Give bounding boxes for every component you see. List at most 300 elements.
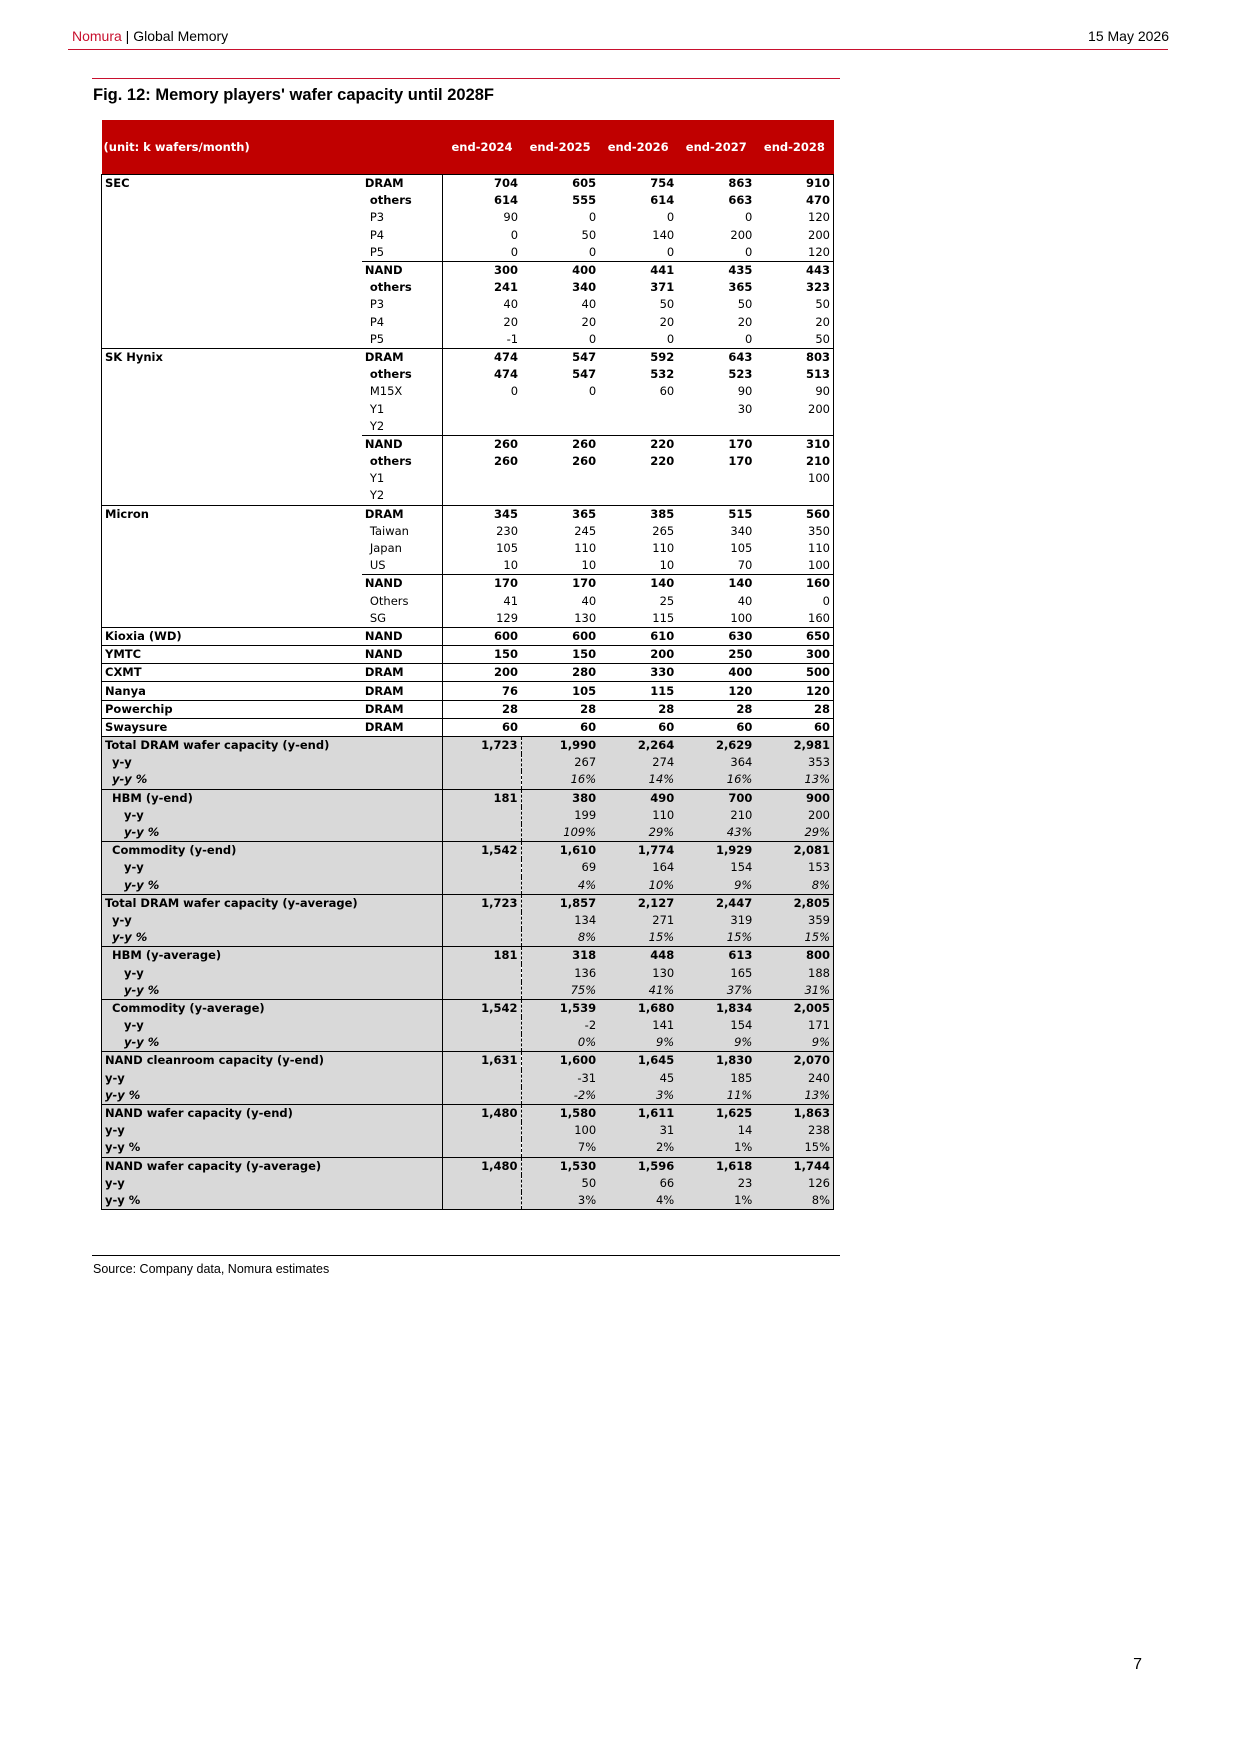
value-cell: 0 [666,244,675,259]
value-cell: 13% [755,771,833,789]
value-cell: 154 [677,859,755,876]
row-label: Micron [102,505,362,523]
value-cell: -2% [521,1087,599,1105]
value-cell: 2,070 [755,1052,833,1070]
row-label: y-y [102,1122,443,1139]
value-cell: 1,990 [521,737,599,755]
value-cell: 15% [755,1139,833,1157]
value-cell: 592 [599,348,677,366]
table-row [102,1034,834,1052]
value-cell: 230 [443,523,521,540]
table-row [102,771,834,789]
value-cell: 643 [677,348,755,366]
table-row [102,366,834,383]
report-date: 15 May 2026 [1088,28,1169,44]
value-cell: 555 [572,193,597,208]
table-row [102,912,834,929]
segment-label: Japan [369,541,402,556]
table-row [102,646,834,664]
table-row [102,1017,834,1034]
value-cell: 164 [599,859,677,876]
value-cell: 140 [677,575,755,593]
value-cell: 0 [443,383,521,400]
value-cell: 310 [755,435,833,453]
value-cell: 1,618 [677,1157,755,1175]
value-cell: 910 [755,175,833,193]
value-cell: 126 [755,1175,833,1192]
row-label: CXMT [102,664,362,682]
value-cell: 45 [599,1070,677,1087]
value-cell: 20 [443,314,521,331]
table-row [102,999,834,1017]
segment-label: P5 [369,244,385,259]
value-cell: 448 [599,947,677,965]
value-cell [521,487,599,505]
value-cell: 188 [755,964,833,981]
row-label: y-y [102,754,443,771]
value-cell [521,400,599,417]
value-cell: 1,611 [599,1104,677,1122]
value-cell: 1,625 [677,1104,755,1122]
value-cell: 9% [677,1034,755,1052]
table-row [102,877,834,895]
value-cell: 318 [521,947,599,965]
value-cell: 474 [443,366,521,383]
value-cell [443,1070,521,1087]
segment-label: M15X [369,384,403,399]
value-cell: 2% [599,1139,677,1157]
row-label: y-y % [102,1139,443,1157]
value-cell: 13% [755,1087,833,1105]
value-cell: 105 [730,541,753,556]
value-cell: 400 [521,261,599,279]
value-cell: 0 [443,244,521,262]
table-row [102,279,834,296]
table-row [102,1192,834,1210]
value-cell: 165 [677,964,755,981]
value-cell: 260 [443,453,521,470]
value-cell: 803 [755,348,833,366]
value-cell: 10% [599,877,677,895]
report-header-left [72,28,228,44]
value-cell: 185 [677,1070,755,1087]
column-header: end-2025 [521,120,599,175]
value-cell [443,824,521,842]
table-row [102,418,834,436]
value-cell: 523 [728,367,753,382]
value-cell: 385 [599,505,677,523]
value-cell: 90 [755,383,833,400]
value-cell: 1,645 [599,1052,677,1070]
row-label [102,209,362,226]
value-cell: 0 [588,331,597,346]
row-label: y-y [102,1070,443,1087]
value-cell [677,418,755,436]
value-cell: 15% [755,929,833,947]
value-cell [443,771,521,789]
value-cell: 0 [755,593,833,610]
value-cell: 20 [659,314,675,329]
value-cell: 1% [677,1192,755,1210]
value-cell: 1,480 [443,1157,521,1175]
value-cell [599,470,677,487]
value-cell: 0 [745,210,753,225]
value-cell: 200 [755,400,833,417]
value-cell: 2,629 [677,737,755,755]
value-cell: 271 [599,912,677,929]
value-cell [521,418,599,436]
value-cell [443,1175,521,1192]
value-cell: 60 [659,384,675,399]
row-label: SK Hynix [102,348,362,366]
value-cell: 200 [755,227,833,244]
value-cell: 754 [599,175,677,193]
row-label [102,593,362,610]
value-cell: 240 [755,1070,833,1087]
value-cell: 605 [521,175,599,193]
table-row [102,627,834,645]
value-cell: 66 [599,1175,677,1192]
row-label: y-y [102,807,443,824]
value-cell: 1,723 [443,737,521,755]
value-cell: 50 [581,227,597,242]
value-cell: 267 [521,754,599,771]
value-cell: 100 [755,470,833,487]
column-header: end-2024 [443,120,521,175]
value-cell: 200 [599,646,677,664]
row-label [102,610,362,628]
value-cell: 650 [755,627,833,645]
value-cell [443,400,521,417]
table-row [102,964,834,981]
value-cell: 704 [443,175,521,193]
segment-label: DRAM [362,348,443,366]
value-cell [443,1017,521,1034]
value-cell: 2,805 [755,894,833,912]
value-cell: 170 [521,575,599,593]
segment-label: NAND [362,646,443,664]
value-cell: 20 [755,314,833,331]
value-cell: 110 [599,807,677,824]
table-row [102,505,834,523]
value-cell [755,418,833,436]
value-cell [443,754,521,771]
value-cell: 1,539 [521,999,599,1017]
value-cell: 23 [677,1175,755,1192]
table-row [102,718,834,736]
value-cell: 330 [599,664,677,682]
value-cell: 40 [581,297,597,312]
table-row [102,261,834,279]
value-cell: 1,834 [677,999,755,1017]
value-cell: 614 [650,193,675,208]
value-cell: 560 [755,505,833,523]
value-cell: 2,264 [599,737,677,755]
value-cell: 29% [599,824,677,842]
value-cell: 1,631 [443,1052,521,1070]
table-row [102,1122,834,1139]
row-label: y-y [102,1017,443,1034]
value-cell: 532 [650,367,675,382]
value-cell: 28 [755,700,833,718]
value-cell [443,982,521,1000]
table-row [102,523,834,540]
value-cell: 371 [650,280,675,295]
value-cell: 1,596 [599,1157,677,1175]
brand-name: Nomura [72,28,122,44]
value-cell [443,1122,521,1139]
table-row [102,383,834,400]
value-cell: 105 [521,682,599,700]
value-cell: 110 [652,541,675,556]
segment-label: Y1 [369,401,385,416]
value-cell: 100 [521,1122,599,1139]
segment-label: Y1 [369,471,385,486]
row-label: y-y % [102,771,443,789]
segment-label: US [369,558,386,573]
table-row [102,610,834,628]
value-cell: 1,610 [521,842,599,860]
value-cell: 130 [599,964,677,981]
value-cell: 220 [599,435,677,453]
row-label [102,296,362,313]
table-row [102,470,834,487]
segment-label: Others [369,593,409,608]
segment-label: SG [369,610,387,625]
value-cell: 2,005 [755,999,833,1017]
value-cell [443,859,521,876]
page-number: 7 [1133,1656,1142,1673]
value-cell: 547 [572,367,597,382]
value-cell: 2,081 [755,842,833,860]
table-row [102,227,834,244]
figure-top-rule [92,78,840,79]
row-label: Powerchip [102,700,362,718]
value-cell: 863 [677,175,755,193]
segment-label: DRAM [362,664,443,682]
value-cell: 250 [677,646,755,664]
capacity-table-container [101,120,834,1210]
value-cell: 8% [521,929,599,947]
table-row [102,754,834,771]
table-row [102,453,834,470]
value-cell [443,877,521,895]
value-cell: 100 [755,557,833,575]
row-label: SEC [102,175,362,193]
value-cell: 210 [677,807,755,824]
value-cell: 136 [521,964,599,981]
value-cell: 9% [599,1034,677,1052]
value-cell: 181 [443,947,521,965]
value-cell: 50 [737,297,753,312]
value-cell: 210 [755,453,833,470]
value-cell: 340 [730,523,753,538]
value-cell: 40 [581,593,597,608]
value-cell: 500 [755,664,833,682]
value-cell: 614 [443,192,521,209]
value-cell: 160 [755,575,833,593]
row-label [102,366,362,383]
row-label: y-y % [102,1192,443,1210]
value-cell: 340 [572,280,597,295]
segment-label: DRAM [362,505,443,523]
value-cell: 1,480 [443,1104,521,1122]
value-cell: 37% [677,982,755,1000]
value-cell: 105 [443,540,521,557]
value-cell: 50 [659,297,675,312]
row-label: NAND wafer capacity (y-end) [102,1104,443,1122]
value-cell [443,964,521,981]
segment-label: Taiwan [369,523,409,538]
table-row [102,192,834,209]
row-label: HBM (y-end) [102,789,443,807]
value-cell: 150 [521,646,599,664]
value-cell: 140 [652,227,675,242]
table-row [102,593,834,610]
value-cell: 8% [755,877,833,895]
value-cell: 220 [650,454,675,469]
value-cell [599,487,677,505]
value-cell: 14 [677,1122,755,1139]
value-cell: 11% [677,1087,755,1105]
value-cell: 513 [755,366,833,383]
value-cell: 260 [521,435,599,453]
row-label: y-y % [102,929,443,947]
value-cell: 115 [599,682,677,700]
value-cell: 170 [677,435,755,453]
unit-label: (unit: k wafers/month) [102,120,443,175]
segment-label: P5 [369,331,385,346]
row-label [102,227,362,244]
value-cell: 0 [443,227,521,244]
row-label [102,540,362,557]
value-cell: 200 [443,664,521,682]
value-cell: 60 [755,718,833,736]
value-cell [677,487,755,505]
value-cell: 353 [755,754,833,771]
row-label [102,418,362,436]
value-cell: 199 [521,807,599,824]
value-cell: 20 [737,314,753,329]
value-cell: 9% [755,1034,833,1052]
value-cell [443,1087,521,1105]
table-row [102,175,834,193]
value-cell: 115 [652,610,675,625]
value-cell: 630 [677,627,755,645]
segment-label: P3 [369,210,385,225]
value-cell: 435 [677,261,755,279]
segment-label: DRAM [362,718,443,736]
column-header: end-2027 [677,120,755,175]
segment-label: DRAM [362,175,443,193]
row-label: Nanya [102,682,362,700]
value-cell: 90 [443,209,521,226]
table-row [102,929,834,947]
value-cell: 1,600 [521,1052,599,1070]
value-cell: 170 [728,454,753,469]
value-cell: 3% [521,1192,599,1210]
value-cell: 380 [521,789,599,807]
value-cell: 10 [581,558,597,573]
row-label [102,523,362,540]
value-cell: 260 [443,435,521,453]
segment-label: Y2 [369,418,385,433]
value-cell: 4% [521,877,599,895]
value-cell: 150 [443,646,521,664]
value-cell: 69 [521,859,599,876]
table-row [102,859,834,876]
value-cell: 0 [666,210,675,225]
value-cell: -2 [521,1017,599,1034]
value-cell [599,418,677,436]
table-row [102,331,834,349]
row-label [102,400,362,417]
section-name: Global Memory [133,28,229,44]
segment-label: NAND [362,575,443,593]
value-cell: 100 [730,610,753,625]
table-row [102,314,834,331]
row-label [102,557,362,575]
value-cell: -31 [521,1070,599,1087]
value-cell: 120 [755,244,833,262]
column-header: end-2028 [755,120,833,175]
row-label: Commodity (y-average) [102,999,443,1017]
table-row [102,1104,834,1122]
value-cell: 1,580 [521,1104,599,1122]
value-cell: 60 [677,718,755,736]
value-cell: 110 [574,541,597,556]
value-cell: 16% [677,771,755,789]
value-cell [443,807,521,824]
row-label [102,487,362,505]
segment-label: others [369,454,412,469]
value-cell: 600 [521,627,599,645]
value-cell: 2,447 [677,894,755,912]
value-cell: 300 [755,646,833,664]
header-separator: | [121,28,134,44]
value-cell: 610 [599,627,677,645]
column-header: end-2026 [599,120,677,175]
segment-label: others [369,193,412,208]
table-row [102,209,834,226]
table-row [102,842,834,860]
value-cell: 28 [677,700,755,718]
row-label [102,435,362,453]
table-row [102,348,834,366]
row-label: Swaysure [102,718,362,736]
table-row [102,400,834,417]
row-label: y-y % [102,877,443,895]
value-cell: 490 [599,789,677,807]
value-cell: 441 [599,261,677,279]
value-cell: 120 [677,682,755,700]
row-label: y-y % [102,1034,443,1052]
value-cell: 1,929 [677,842,755,860]
value-cell: 129 [443,610,521,628]
value-cell: 9% [677,877,755,895]
value-cell: 154 [677,1017,755,1034]
value-cell [443,1139,521,1157]
source-rule [92,1255,840,1256]
segment-label: NAND [362,261,443,279]
value-cell: 181 [443,789,521,807]
value-cell: 30 [737,401,753,416]
value-cell: 28 [599,700,677,718]
table-row [102,700,834,718]
value-cell [599,400,677,417]
value-cell: 171 [755,1017,833,1034]
wafer-capacity-table [101,120,834,1210]
